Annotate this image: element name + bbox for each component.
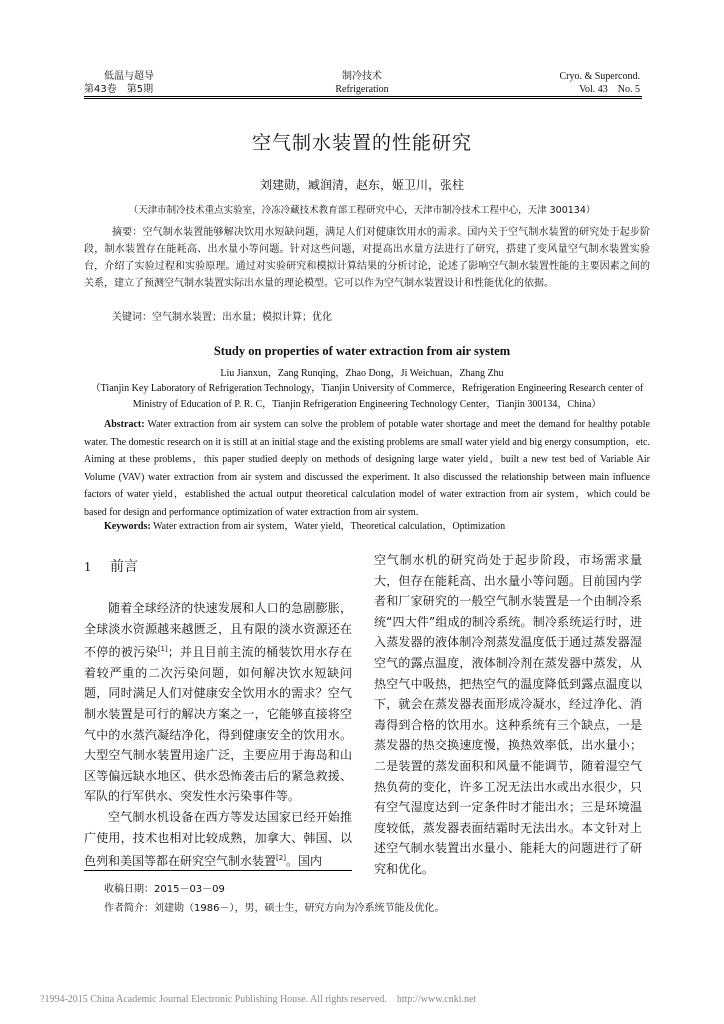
header-journal xyxy=(84,70,154,96)
citation-2[interactable]: [2] xyxy=(276,854,286,863)
abstract-en xyxy=(84,416,650,522)
paper-affiliation: （天津市制冷技术重点实验室，冷冻冷藏技术教育部工程研究中心，天津市制冷技术工程中心，天津 300134） xyxy=(128,205,596,216)
abstract-cn-label: 摘要： xyxy=(112,227,143,238)
body-paragraph xyxy=(84,807,352,872)
copyright-line: ?1994-2015 China Academic Journal Electronic Publishing House. All rights reserved. http://www.cnki.net xyxy=(40,994,477,1005)
header-section-cn: 制冷技术 xyxy=(342,71,382,82)
english-authors: Liu Jianxun，Zang Runqing，Zhao Dong，Ji Weichuan，Zhang Zhu xyxy=(220,368,504,379)
body-text: 随着全球经济的快速发展和人口的急剧膨胀，全球淡水资源越来越匮乏，且有限的淡水资源还在不停的被污染 xyxy=(84,601,352,660)
section-number: 1 xyxy=(84,560,91,575)
keywords-cn xyxy=(112,308,332,323)
citation-1[interactable]: [1] xyxy=(157,645,168,654)
footnote-received: 收稿日期：2015－03－09 xyxy=(104,884,225,895)
section-heading xyxy=(84,556,138,576)
header-journal-name: 低温与超导 xyxy=(104,71,154,82)
abstract-en-text: Water extraction from air system can solve the problem of potable water shortage and meet the demand for healthy potable water. The domestic research on it is still at an initial stage and the existing problems are small water yield and big energy consumption，etc. Aiming at these problems，this paper studied deeply on methods of designing large water yield，built a new test bed of Variable Air Volume (VAV) water extraction from air system and discussed the experiment. It also discussed the relationship between main influence factors of water yield，established the actual output theoretical calculation model of water extraction from air system，which could be based for design and performance optimization of water extraction from air system. xyxy=(84,419,650,518)
english-title: Study on properties of water extraction from air system xyxy=(213,344,511,358)
header-journal-en-name: Cryo. & Supercond. xyxy=(559,71,640,82)
abstract-cn xyxy=(84,224,650,292)
keywords-cn-text: 空气制水装置；出水量；模拟计算；优化 xyxy=(152,312,332,323)
body-text: 空气制水机设备在西方等发达国家已经开始推广使用，技术也相对比较成熟，加拿大、韩国、以色列和美国等都在研究空气制水装置 xyxy=(84,809,352,869)
paper-authors: 刘建勋，臧润清，赵东，姬卫川，张柱 xyxy=(259,178,464,192)
header-volume-issue: 第43卷 第5期 xyxy=(84,84,154,95)
body-text: 。国内 xyxy=(285,854,322,869)
header-section xyxy=(312,70,412,96)
keywords-en-label: Keywords: xyxy=(104,521,151,532)
keywords-en-text: Water extraction from air system，Water yield，Theoretical calculation，Optimization xyxy=(153,521,506,532)
body-paragraph xyxy=(84,598,352,807)
body-left-column xyxy=(84,598,352,872)
body-text: ；并且目前主流的桶装饮用水存在着较严重的二次污染问题，如何解决饮水短缺问题，同时满足人们对健康安全饮用水的需求？空气制水装置是可行的解决方案之一，它能够直接将空气中的水蒸汽凝结净化，得到健康安全的饮用水。大型空气制水装置用途广泛，主要应用于海岛和山区等偏远缺水地区、供水恐怖袭击后的紧急救援、军队的行军供水、突发性水污染事件等。 xyxy=(84,645,352,804)
footnote xyxy=(104,880,444,918)
keywords-cn-label: 关键词： xyxy=(112,312,152,323)
abstract-cn-text: 空气制水装置能够解决饮用水短缺问题，满足人们对健康饮用水的需求。国内关于空气制水装置的研究处于起步阶段，制水装置存在能耗高、出水量小等问题。针对这些问题，对提高出水量方法进行了研究，搭建了变风量空气制水装置实验台，介绍了实验过程和实验原理。通过对实验研究和模拟计算结果的分析讨论，论述了影响空气制水装置性能的主要因素之间的关系，建立了预测空气制水装置实际出水量的理论模型。它可以作为空气制水装置设计和性能优化的依据。 xyxy=(84,227,651,289)
body-paragraph: 空气制水机的研究尚处于起步阶段，市场需求量大，但存在能耗高、出水量小等问题。目前国内学者和厂家研究的一般空气制水装置是一个由制冷系统“四大件”组成的制冷系统。制冷系统运行时，进入蒸发器的液体制冷剂蒸发温度低于通过蒸发器湿空气的露点温度，液体制冷剂在蒸发器中蒸发，从热空气中吸热，把热空气的温度降低到露点温度以下，就会在蒸发器表面形成冷凝水，经过净化、消毒得到合格的饮用水。这种系统有三个缺点，一是蒸发器的热交换速度慢，换热效率低，出水量小；二是装置的蒸发面积和风量不能调节，随着湿空气热负荷的变化，许多工况无法出水或出水很少，只有空气湿度达到一定条件时才能出水；三是环境温度较低，蒸发器表面结霜时无法出水。本文针对上述空气制水装置出水量小、能耗大的问题进行了研究和优化。 xyxy=(374,553,642,876)
abstract-en-label: Abstract: xyxy=(104,419,145,430)
footnote-rule xyxy=(84,870,352,871)
header-rule-2 xyxy=(84,98,642,99)
paper-title: 空气制水装置的性能研究 xyxy=(251,132,472,154)
header-journal-en xyxy=(480,70,640,96)
body-right-column xyxy=(374,550,642,880)
header-volume-issue-en: Vol. 43 No. 5 xyxy=(579,84,640,95)
english-affiliation: （Tianjin Key Laboratory of Refrigeration Technology，Tianjin University of Commerce，Refrigeration Engineering Research center of Ministry of Education of P. R. C，Tianjin Refrigeration Engineering Technology Center，Tianjin 300134，China） xyxy=(90,383,644,410)
keywords-en xyxy=(104,517,505,532)
footnote-author: 作者简介：刘建勋（1986－），男，硕士生，研究方向为冷系统节能及优化。 xyxy=(104,903,445,914)
header-section-en: Refrigeration xyxy=(335,84,389,95)
header-rule xyxy=(84,96,642,97)
section-title: 前言 xyxy=(110,559,138,575)
